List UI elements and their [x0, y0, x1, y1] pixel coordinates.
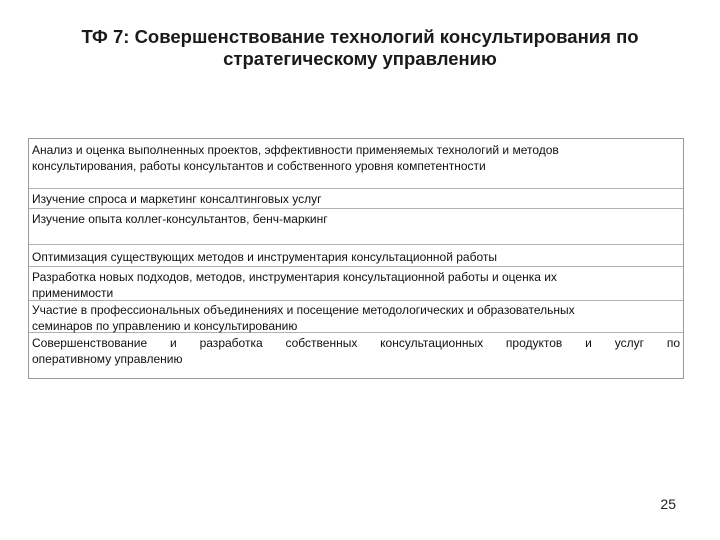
table-row: [29, 333, 683, 378]
slide-title-line-1: ТФ 7: Совершенствование технологий консультирования по: [81, 26, 639, 47]
row-text-line: Оптимизация существующих методов и инструментария консультационной работы: [32, 250, 497, 264]
table-row: [29, 189, 683, 209]
slide-title: [60, 26, 660, 70]
table-row: [29, 301, 683, 333]
row-text-line: Анализ и оценка выполненных проектов, эффективности применяемых технологий и методов: [32, 143, 559, 157]
row-text-line: Совершенствование и разработка собственных консультационных продуктов и услуг по: [32, 336, 680, 350]
row-text-line: Изучение спроса и маркетинг консалтинговых услуг: [32, 192, 322, 206]
row-text-line: семинаров по управлению и консультированию: [32, 319, 298, 333]
page-number: 25: [660, 496, 676, 512]
table-row: [29, 209, 683, 245]
row-text-line: оперативному управлению: [32, 352, 183, 366]
row-text-line: консультирования, работы консультантов и собственного уровня компетентности: [32, 159, 486, 173]
table-row: [29, 139, 683, 189]
table-row: [29, 267, 683, 301]
row-text-line: Участие в профессиональных объединениях и посещение методологических и образовательных: [32, 303, 575, 317]
table-row: [29, 245, 683, 267]
row-text-line: Изучение опыта коллег-консультантов, бенч-маркинг: [32, 212, 328, 226]
activities-table: [28, 138, 684, 379]
slide-title-line-2: стратегическому управлению: [223, 48, 497, 69]
row-text-line: применимости: [32, 286, 114, 300]
row-text-line: Разработка новых подходов, методов, инструментария консультационной работы и оценка их: [32, 270, 557, 284]
